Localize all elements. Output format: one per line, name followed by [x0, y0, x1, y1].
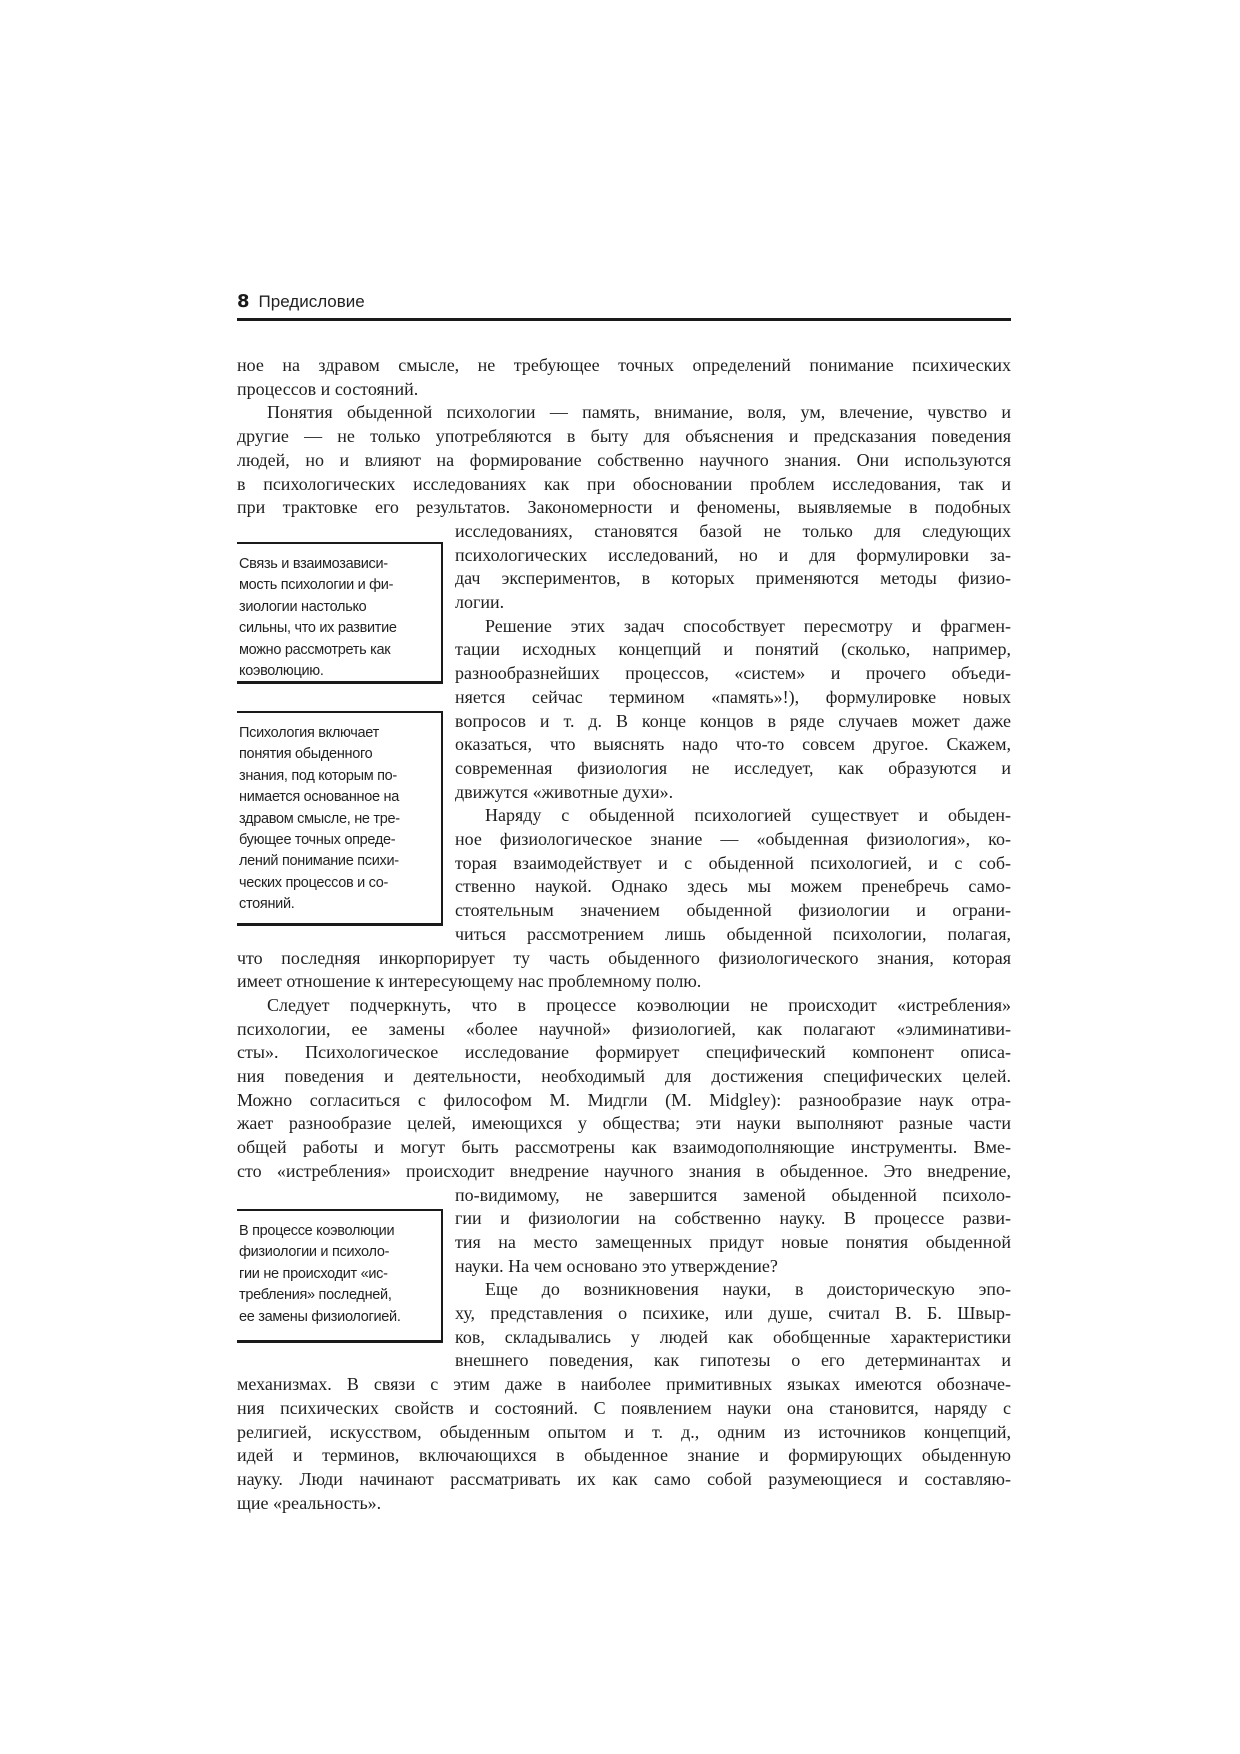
text-line: Следует подчеркнуть, что в процессе коэволюции не происходит «истребления»: [267, 994, 1011, 1015]
text-line: вопросов и т. д. В конце концов в ряде случаев может даже: [455, 710, 1011, 731]
text-line: Еще до возникновения науки, в доисторическую эпо-: [485, 1279, 1011, 1300]
text-line: современная физиология не исследует, как образуются и: [455, 757, 1011, 778]
text-line: процессов и состояний.: [237, 378, 419, 399]
margin-note-line: В процессе коэволюции: [239, 1223, 395, 1239]
text-line: жает разнообразие целей, имеющихся у общества; эти науки выполняют разные части: [237, 1113, 1011, 1134]
text-line: Решение этих задач способствует пересмотру и фрагмен-: [485, 615, 1011, 636]
page-number: 8: [237, 291, 250, 312]
margin-note-line: нимается основанное на: [239, 789, 399, 806]
text-line: внешнего поведения, как гипотезы о его детерминантах и: [455, 1350, 1011, 1371]
text-line: Наряду с обыденной психологией существует и обыден-: [485, 805, 1011, 826]
text-line: психологии, ее замены «более научной» физиологией, как полагают «элиминативи-: [237, 1018, 1011, 1039]
text-line: торая взаимодействует и с обыденной психологией, и с соб-: [455, 852, 1011, 873]
margin-note-line: физиологии и психоло-: [239, 1244, 390, 1261]
text-line: няется сейчас термином «память»!), формулировке новых: [455, 686, 1011, 707]
text-line: гии и физиологии на собственно науку. В процессе разви-: [455, 1208, 1011, 1229]
margin-note-line: понятия обыденного: [239, 746, 373, 763]
text-line: оказаться, что выяснять надо что-то совсем другое. Скажем,: [455, 734, 1011, 755]
margin-note-line: ее замены физиологией.: [239, 1308, 401, 1325]
margin-note-line: ческих процессов и со-: [239, 874, 389, 891]
text-line: Понятия обыденной психологии — память, внимание, воля, ум, влечение, чувство и: [267, 402, 1011, 423]
margin-note-line: можно рассмотреть как: [239, 641, 391, 658]
text-line: что последняя инкорпорирует ту часть обыденного физиологического знания, которая: [237, 947, 1011, 968]
text-line: при трактовке его результатов. Закономерности и феномены, выявляемые в подобных: [237, 497, 1011, 518]
text-line: механизмах. В связи с этим даже в наиболее примитивных языках имеются обозначе-: [237, 1374, 1011, 1395]
text-line: ственно наукой. Однако здесь мы можем пренебречь само-: [455, 876, 1011, 897]
text-line: сто «истребления» происходит внедрение научного знания в обыденное. Это внедрение,: [237, 1160, 1011, 1181]
margin-note-line: коэволюцию.: [239, 663, 324, 679]
text-line: читься рассмотрением лишь обыденной психологии, полагая,: [455, 923, 1011, 944]
text-line: ное физиологическое знание — «обыденная физиология», ко-: [455, 829, 1011, 849]
text-line: сты». Психологическое исследование формирует специфический компонент описа-: [237, 1042, 1011, 1063]
margin-note-line: гии не происходит «ис-: [239, 1265, 388, 1282]
text-line: ное на здравом смысле, не требующее точных определений понимание психических: [237, 355, 1011, 375]
margin-note-line: лений понимание психи-: [239, 853, 399, 870]
margin-note: [237, 542, 443, 684]
text-line: науку. Люди начинают рассматривать их как само собой разумеющиеся и составляю-: [237, 1468, 1011, 1489]
text-line: исследованиях, становятся базой не только для следующих: [455, 520, 1011, 541]
margin-note-line: Связь и взаимозависи-: [239, 556, 388, 572]
text-line: ния поведения и деятельности, необходимый для достижения специфических целей.: [237, 1066, 1011, 1086]
margin-note-line: требления» последней,: [239, 1287, 392, 1304]
text-line: ния психических свойств и состояний. С появлением науки она становится, наряду с: [237, 1397, 1011, 1418]
margin-note-line: зиологии настолько: [239, 598, 367, 615]
margin-note-line: стояний.: [239, 896, 295, 913]
margin-note-line: мость психологии и фи-: [239, 577, 394, 594]
text-line: тия на место замещенных придут новые понятия обыденной: [455, 1231, 1011, 1252]
margin-note: [237, 711, 443, 926]
text-line: имеет отношение к интересующему нас проблемному полю.: [237, 971, 702, 992]
text-line: общей работы и могут быть рассмотрены как взаимодополняющие инструменты. Вме-: [237, 1137, 1011, 1158]
text-line: психологических исследований, но и для формулировки за-: [455, 544, 1011, 565]
running-header: [237, 291, 365, 317]
text-line: ков, складывались у людей как обобщенные характеристики: [455, 1326, 1011, 1347]
margin-note-line: бующее точных опреде-: [239, 832, 396, 848]
text-line: тации исходных концепций и понятий (сколько, например,: [455, 639, 1011, 660]
text-line: разнообразнейших процессов, «систем» и прочего объеди-: [455, 663, 1011, 684]
text-line: ху, представления о психике, или душе, считал В. Б. Швыр-: [455, 1303, 1011, 1323]
margin-note: [237, 1209, 443, 1343]
text-line: стоятельным значением обыденной физиологии и ограни-: [455, 900, 1011, 921]
text-line: другие — не только употребляются в быту для объяснения и предсказания поведения: [237, 426, 1011, 447]
margin-note-line: здравом смысле, не тре-: [239, 810, 400, 827]
text-line: по-видимому, не завершится заменой обыденной психоло-: [455, 1184, 1011, 1205]
text-line: идей и терминов, включающихся в обыденное знание и формирующих обыденную: [237, 1445, 1011, 1466]
text-line: людей, но и влияют на формирование собственно научного знания. Они используются: [237, 449, 1011, 470]
text-line: в психологических исследованиях как при обосновании проблем исследования, так и: [237, 473, 1011, 494]
text-line: Можно согласиться с философом М. Мидгли (M. Midgley): разнообразие наук отра-: [237, 1089, 1011, 1110]
section-title: Предисловие: [258, 292, 365, 311]
text-line: дач экспериментов, в которых применяются методы физио-: [455, 568, 1011, 589]
text-line: щие «реальность».: [237, 1492, 382, 1513]
margin-note-line: сильны, что их развитие: [239, 620, 397, 637]
text-line: логии.: [455, 592, 505, 612]
text-line: науки. На чем основано это утверждение?: [455, 1255, 778, 1276]
header-rule: [237, 318, 1011, 321]
text-line: движутся «животные духи».: [455, 781, 674, 802]
text-line: религией, искусством, обыденным опытом и т. д., одним из источников концепций,: [237, 1421, 1011, 1442]
margin-note-line: знания, под которым по-: [239, 767, 397, 784]
margin-note-line: Психология включает: [239, 725, 379, 741]
